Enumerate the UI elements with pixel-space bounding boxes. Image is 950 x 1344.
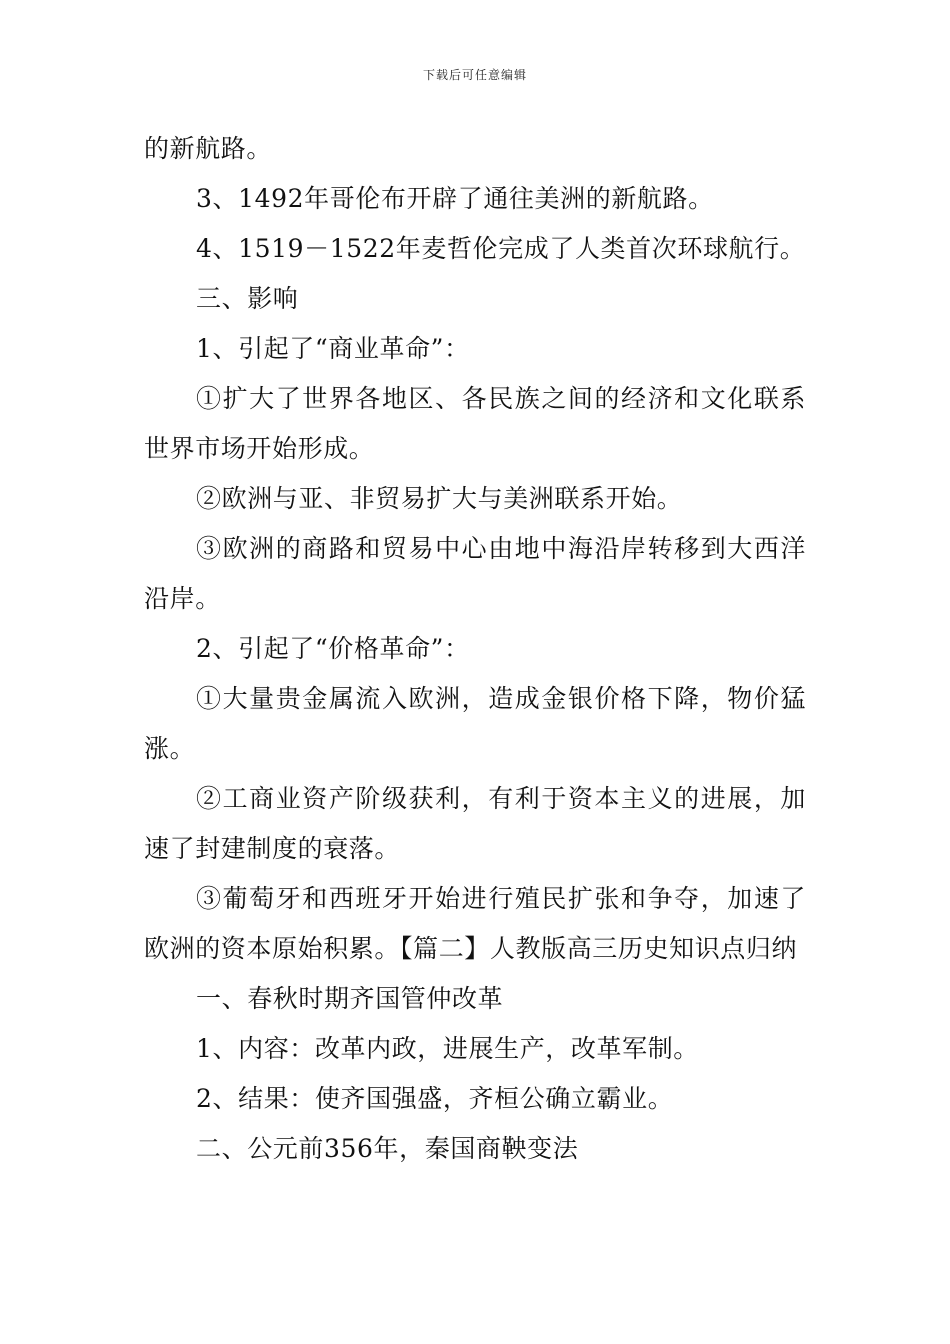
paragraph: 3、1492年哥伦布开辟了通往美洲的新航路。	[196, 184, 714, 213]
body-text	[144, 124, 806, 1174]
section-heading: 二、公元前356年，秦国商鞅变法	[196, 1134, 579, 1163]
subsection-heading: 1、引起了“商业革命”：	[196, 334, 470, 363]
header-note: 下载后可任意编辑	[422, 68, 527, 82]
section-heading: 一、春秋时期齐国管仲改革	[196, 984, 504, 1013]
paragraph: ②工商业资产阶级获利，有利于资本主义的进展，加速了封建制度的衰落。	[144, 784, 806, 863]
paragraph: ③葡萄牙和西班牙开始进行殖民扩张和争夺，加速了欧洲的资本原始积累。【篇二】人教版高三历史知识点归纳	[144, 884, 806, 963]
paragraph: 2、结果：使齐国强盛，齐桓公确立霸业。	[196, 1084, 674, 1113]
paragraph: ①扩大了世界各地区、各民族之间的经济和文化联系世界市场开始形成。	[144, 384, 806, 463]
paragraph: ②欧洲与亚、非贸易扩大与美洲联系开始。	[196, 484, 683, 513]
section-heading: 三、影响	[196, 284, 299, 313]
paragraph: 1、内容：改革内政，进展生产，改革军制。	[196, 1034, 699, 1063]
subsection-heading: 2、引起了“价格革命”：	[196, 634, 470, 663]
paragraph: ①大量贵金属流入欧洲，造成金银价格下降，物价猛涨。	[144, 684, 806, 763]
paragraph: ③欧洲的商路和贸易中心由地中海沿岸转移到大西洋沿岸。	[144, 534, 806, 613]
paragraph: 4、1519－1522年麦哲伦完成了人类首次环球航行。	[196, 234, 806, 263]
paragraph: 的新航路。	[144, 134, 273, 163]
